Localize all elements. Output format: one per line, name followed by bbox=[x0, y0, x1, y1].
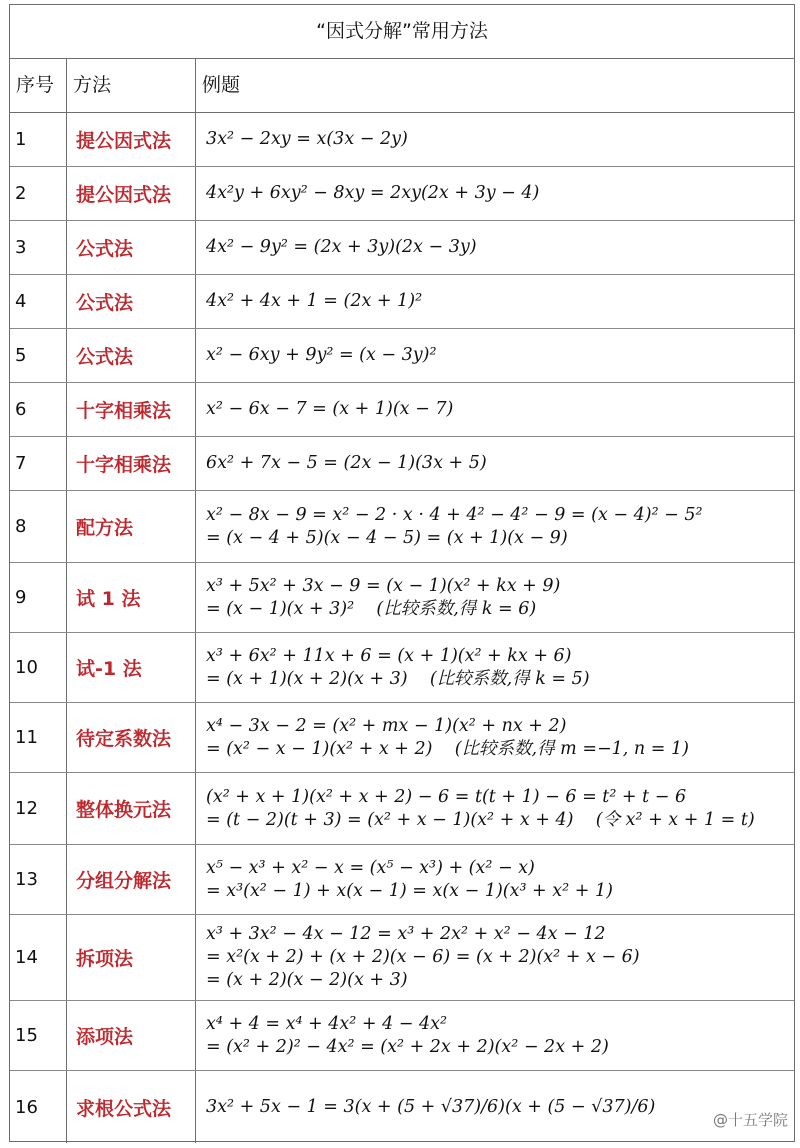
row-index: 7 bbox=[10, 437, 67, 490]
table-row bbox=[10, 491, 794, 563]
row-method: 十字相乘法 bbox=[67, 437, 196, 490]
table-row bbox=[10, 845, 794, 915]
watermark: @十五学院 bbox=[712, 1111, 788, 1129]
row-example bbox=[196, 845, 794, 914]
table-row bbox=[10, 221, 794, 275]
row-example bbox=[196, 703, 794, 772]
example-line: = (x − 1)(x + 3)² (比较系数,得 k = 6) bbox=[206, 598, 537, 619]
row-example bbox=[196, 773, 794, 844]
example-line: = (t − 2)(t + 3) = (x² + x − 1)(x² + x + 4) (令 x² + x + 1 = t) bbox=[206, 809, 755, 830]
table-header-row bbox=[10, 59, 794, 113]
row-index: 16 bbox=[10, 1071, 67, 1143]
table-row bbox=[10, 167, 794, 221]
row-index: 15 bbox=[10, 1001, 67, 1070]
row-example bbox=[196, 221, 794, 274]
row-method: 求根公式法 bbox=[67, 1071, 196, 1143]
example-line: x³ + 6x² + 11x + 6 = (x + 1)(x² + kx + 6) bbox=[206, 645, 572, 666]
example-line: x² − 6xy + 9y² = (x − 3y)² bbox=[206, 345, 437, 365]
row-example bbox=[196, 437, 794, 490]
row-index: 5 bbox=[10, 329, 67, 382]
row-method: 待定系数法 bbox=[67, 703, 196, 772]
example-line: 4x² + 4x + 1 = (2x + 1)² bbox=[206, 291, 423, 311]
table-row bbox=[10, 1071, 794, 1143]
example-line: x² − 8x − 9 = x² − 2 · x · 4 + 4² − 4² − 9 = (x − 4)² − 5² bbox=[206, 504, 703, 525]
table-title: “因式分解”常用方法 bbox=[10, 5, 794, 59]
example-line: = (x² − x − 1)(x² + x + 2) (比较系数,得 m =−1, n = 1) bbox=[206, 738, 689, 759]
example-line: x³ + 5x² + 3x − 9 = (x − 1)(x² + kx + 9) bbox=[206, 575, 561, 596]
row-method: 提公因式法 bbox=[67, 167, 196, 220]
table-row bbox=[10, 915, 794, 1001]
header-index: 序号 bbox=[10, 59, 67, 112]
row-example bbox=[196, 113, 794, 166]
example-line: x² − 6x − 7 = (x + 1)(x − 7) bbox=[206, 399, 454, 419]
row-index: 11 bbox=[10, 703, 67, 772]
example-line: x⁵ − x³ + x² − x = (x⁵ − x³) + (x² − x) bbox=[206, 857, 535, 878]
row-method: 拆项法 bbox=[67, 915, 196, 1000]
row-method: 十字相乘法 bbox=[67, 383, 196, 436]
example-line: 6x² + 7x − 5 = (2x − 1)(3x + 5) bbox=[206, 453, 487, 473]
row-index: 6 bbox=[10, 383, 67, 436]
row-method: 试-1 法 bbox=[67, 633, 196, 702]
row-example bbox=[196, 383, 794, 436]
example-line: = (x² + 2)² − 4x² = (x² + 2x + 2)(x² − 2x + 2) bbox=[206, 1036, 609, 1057]
example-line: x³ + 3x² − 4x − 12 = x³ + 2x² + x² − 4x − 12 bbox=[206, 924, 606, 944]
row-index: 9 bbox=[10, 563, 67, 632]
row-method: 分组分解法 bbox=[67, 845, 196, 914]
example-line: 4x²y + 6xy² − 8xy = 2xy(2x + 3y − 4) bbox=[206, 183, 540, 203]
row-method: 公式法 bbox=[67, 275, 196, 328]
table-row bbox=[10, 773, 794, 845]
row-index: 1 bbox=[10, 113, 67, 166]
row-index: 3 bbox=[10, 221, 67, 274]
row-example bbox=[196, 167, 794, 220]
table-row bbox=[10, 437, 794, 491]
header-method: 方法 bbox=[67, 59, 196, 112]
row-index: 4 bbox=[10, 275, 67, 328]
table-row bbox=[10, 275, 794, 329]
table-row bbox=[10, 383, 794, 437]
example-line: x⁴ − 3x − 2 = (x² + mx − 1)(x² + nx + 2) bbox=[206, 715, 567, 736]
row-index: 10 bbox=[10, 633, 67, 702]
row-index: 2 bbox=[10, 167, 67, 220]
example-line: 3x² − 2xy = x(3x − 2y) bbox=[206, 129, 408, 149]
row-method: 添项法 bbox=[67, 1001, 196, 1070]
row-example bbox=[196, 633, 794, 702]
table-row bbox=[10, 563, 794, 633]
table-row bbox=[10, 1001, 794, 1071]
table-row bbox=[10, 633, 794, 703]
example-line: = x³(x² − 1) + x(x − 1) = x(x − 1)(x³ + x² + 1) bbox=[206, 880, 613, 901]
row-example bbox=[196, 275, 794, 328]
example-line: (x² + x + 1)(x² + x + 2) − 6 = t(t + 1) − 6 = t² + t − 6 bbox=[206, 786, 687, 807]
factorization-table bbox=[9, 4, 795, 1142]
row-index: 14 bbox=[10, 915, 67, 1000]
row-method: 配方法 bbox=[67, 491, 196, 562]
example-line: 4x² − 9y² = (2x + 3y)(2x − 3y) bbox=[206, 237, 477, 257]
row-example bbox=[196, 1001, 794, 1070]
row-example bbox=[196, 1071, 794, 1143]
example-line: = (x + 1)(x + 2)(x + 3) (比较系数,得 k = 5) bbox=[206, 668, 590, 689]
row-example bbox=[196, 915, 794, 1000]
example-line: 3x² + 5x − 1 = 3(x + (5 + √37)/6)(x + (5 − √37)/6) bbox=[206, 1096, 656, 1117]
table-row bbox=[10, 329, 794, 383]
row-index: 12 bbox=[10, 773, 67, 844]
example-line: = (x + 2)(x − 2)(x + 3) bbox=[206, 970, 408, 990]
example-line: x⁴ + 4 = x⁴ + 4x² + 4 − 4x² bbox=[206, 1013, 448, 1034]
row-method: 公式法 bbox=[67, 221, 196, 274]
header-example: 例题 bbox=[202, 74, 241, 96]
row-index: 8 bbox=[10, 491, 67, 562]
row-method: 试 1 法 bbox=[67, 563, 196, 632]
row-index: 13 bbox=[10, 845, 67, 914]
table-row bbox=[10, 703, 794, 773]
row-example bbox=[196, 491, 794, 562]
table-row bbox=[10, 113, 794, 167]
row-method: 提公因式法 bbox=[67, 113, 196, 166]
table-body bbox=[10, 113, 794, 1143]
example-line: = (x − 4 + 5)(x − 4 − 5) = (x + 1)(x − 9) bbox=[206, 527, 568, 548]
row-example bbox=[196, 563, 794, 632]
row-method: 整体换元法 bbox=[67, 773, 196, 844]
row-example bbox=[196, 329, 794, 382]
row-method: 公式法 bbox=[67, 329, 196, 382]
example-line: = x²(x + 2) + (x + 2)(x − 6) = (x + 2)(x² + x − 6) bbox=[206, 947, 640, 967]
